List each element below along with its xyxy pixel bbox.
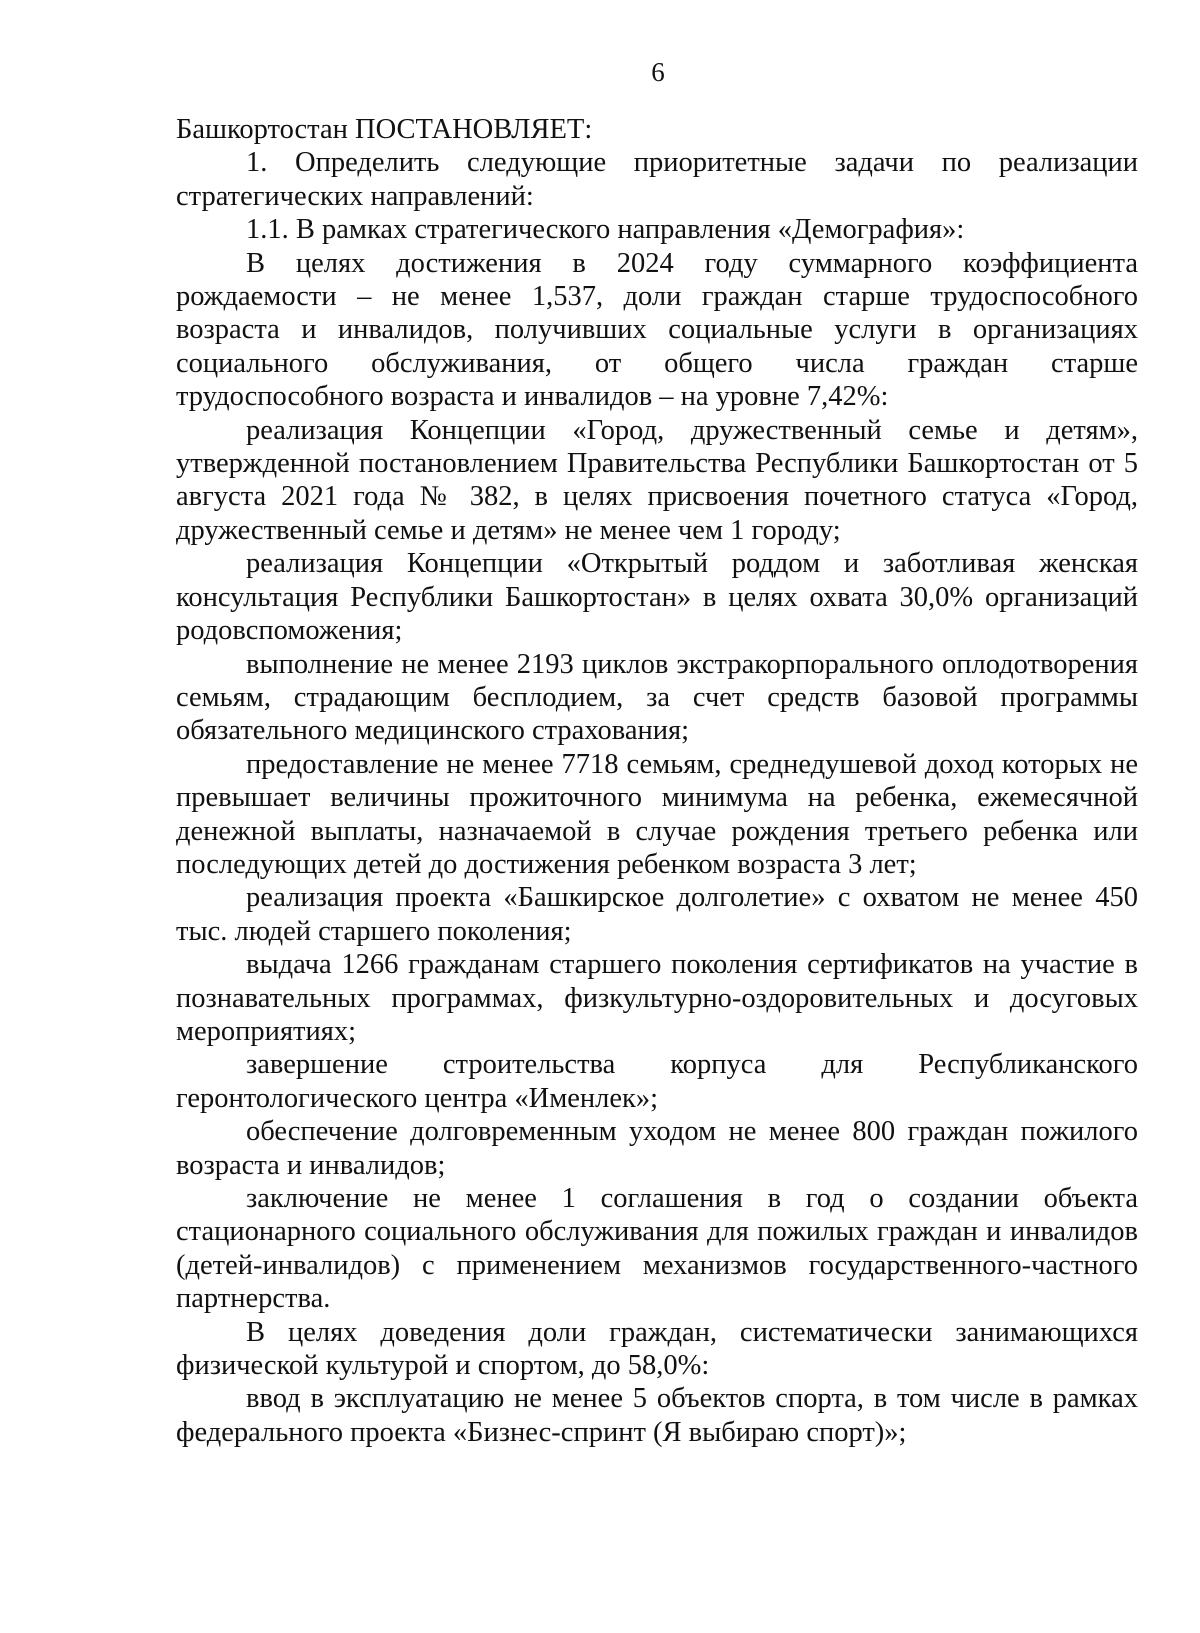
paragraph-resolves: Башкортостан ПОСТАНОВЛЯЕТ: xyxy=(176,114,593,145)
paragraph-open-maternity-concept: реализация Концепции «Открытый роддом и заботливая женская консультация Республики Башкортостан» в целях охвата 30,0% организаций родовспоможения; xyxy=(176,548,1138,647)
paragraph-long-term-care: обеспечение долговременным уходом не менее 800 граждан пожилого возраста и инвалидов; xyxy=(176,1116,1138,1181)
paragraph-gerontology-center: завершение строительства корпуса для Республиканского геронтологического центра «Именлек»; xyxy=(176,1049,1138,1114)
paragraph-sport-goal: В целях доведения доли граждан, систематически занимающихся физической культурой и спортом, до 58,0%: xyxy=(176,1316,1138,1382)
paragraph-demography-goal: В целях достижения в 2024 году суммарного коэффициента рождаемости – не менее 1,537, доли граждан старше трудоспособного возраста и инвалидов, получивших социальные услуги в организациях социального обслуживания, от общего числа граждан старше трудоспособного возраста и инвалидов – на уровне 7,42%: xyxy=(176,247,1138,413)
paragraph-bashkir-longevity: реализация проекта «Башкирское долголетие» с охватом не менее 450 тыс. людей старшего поколения; xyxy=(176,882,1138,947)
paragraph-item-1-1: 1.1. В рамках стратегического направления «Демография»: xyxy=(246,214,965,246)
paragraph-family-city-concept: реализация Концепции «Город, дружественный семье и детям», утвержденной постановлением Правительства Республики Башкортостан от 5 августа 2021 года № 382, в целях присвоения почетного статуса «Город, дружественный семье и детям» не менее чем 1 городу; xyxy=(176,414,1138,546)
paragraph-ivf-cycles: выполнение не менее 2193 циклов экстракорпорального оплодотворения семьям, страдающим бесплодием, за счет средств базовой программы обязательного медицинского страхования; xyxy=(176,648,1138,747)
paragraph-sport-facilities: ввод в эксплуатацию не менее 5 объектов спорта, в том числе в рамках федерального проекта «Бизнес-спринт (Я выбираю спорт)»; xyxy=(176,1383,1138,1448)
paragraph-ppp-agreement: заключение не менее 1 соглашения в год о создании объекта стационарного социального обслуживания для пожилых граждан и инвалидов (детей-инвалидов) с применением механизмов государственного-частного партнерства. xyxy=(176,1183,1138,1315)
document-body xyxy=(176,113,1138,1449)
paragraph-item-1: 1. Определить следующие приоритетные задачи по реализации стратегических направлений: xyxy=(176,147,1138,212)
paragraph-senior-certificates: выдача 1266 гражданам старшего поколения сертификатов на участие в познавательных программах, физкультурно-оздоровительных и досуговых мероприятиях; xyxy=(176,949,1138,1047)
paragraph-monthly-payment: предоставление не менее 7718 семьям, среднедушевой доход которых не превышает величины прожиточного минимума на ребенка, ежемесячной денежной выплаты, назначаемой в случае рождения третьего ребенка или последующих детей до достижения ребенком возраста 3 лет; xyxy=(176,748,1138,880)
page-number: 6 xyxy=(651,57,665,87)
